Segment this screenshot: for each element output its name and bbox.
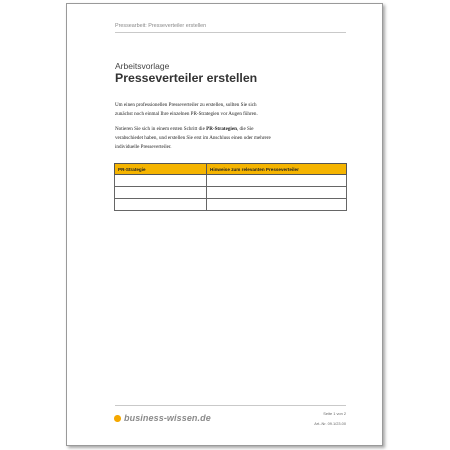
instruction-line-2: verabschiedet haben, und erstellen Sie erst im Anschluss einen oder mehrere	[115, 135, 271, 142]
intro-paragraph	[115, 101, 315, 119]
instruction-text-post: , die Sie	[236, 126, 254, 132]
document-title: Presseverteiler erstellen	[115, 71, 258, 85]
running-header-title: Presseverteiler erstellen	[148, 23, 207, 29]
instruction-line-3: individuelle Presseverteiler.	[115, 144, 172, 151]
table-row	[115, 187, 347, 199]
table-row	[115, 175, 347, 187]
table-cell[interactable]	[207, 175, 347, 187]
table-cell[interactable]	[207, 199, 347, 211]
article-number: Art.-Nr. 09.1/23.00	[314, 421, 346, 426]
table-cell[interactable]	[115, 187, 207, 199]
intro-line-2: zunächst noch einmal Ihre einzelnen PR-Strategien vor Augen führen.	[115, 111, 258, 118]
document-subtitle: Arbeitsvorlage	[115, 61, 170, 71]
instruction-paragraph	[115, 125, 315, 153]
footer-divider	[115, 405, 346, 406]
running-header	[115, 23, 206, 29]
table-cell[interactable]	[207, 187, 347, 199]
document-page	[66, 3, 383, 446]
logo: business-wissen.de	[124, 413, 211, 423]
column-header-strategy: PR-Strategie	[115, 164, 207, 175]
intro-line-1: Um einen professionellen Presseverteiler zu erstellen, sollten Sie sich	[115, 102, 257, 108]
column-header-notes: Hinweise zum relevanten Presseverteiler	[207, 164, 347, 175]
instruction-text-bold: PR-Strategien	[206, 126, 237, 132]
running-header-prefix: Pressearbeit:	[115, 23, 147, 29]
instruction-line-1	[115, 125, 315, 134]
table-cell[interactable]	[115, 175, 207, 187]
table-row	[115, 199, 347, 211]
pr-strategy-table	[114, 163, 347, 211]
page-number: Seite 1 von 2	[323, 411, 346, 416]
header-divider	[115, 32, 346, 33]
logo-dot-icon	[114, 415, 121, 422]
table-header-row	[115, 164, 347, 175]
instruction-text-pre: Notieren Sie sich in einem ersten Schritt die	[115, 126, 207, 132]
table-cell[interactable]	[115, 199, 207, 211]
